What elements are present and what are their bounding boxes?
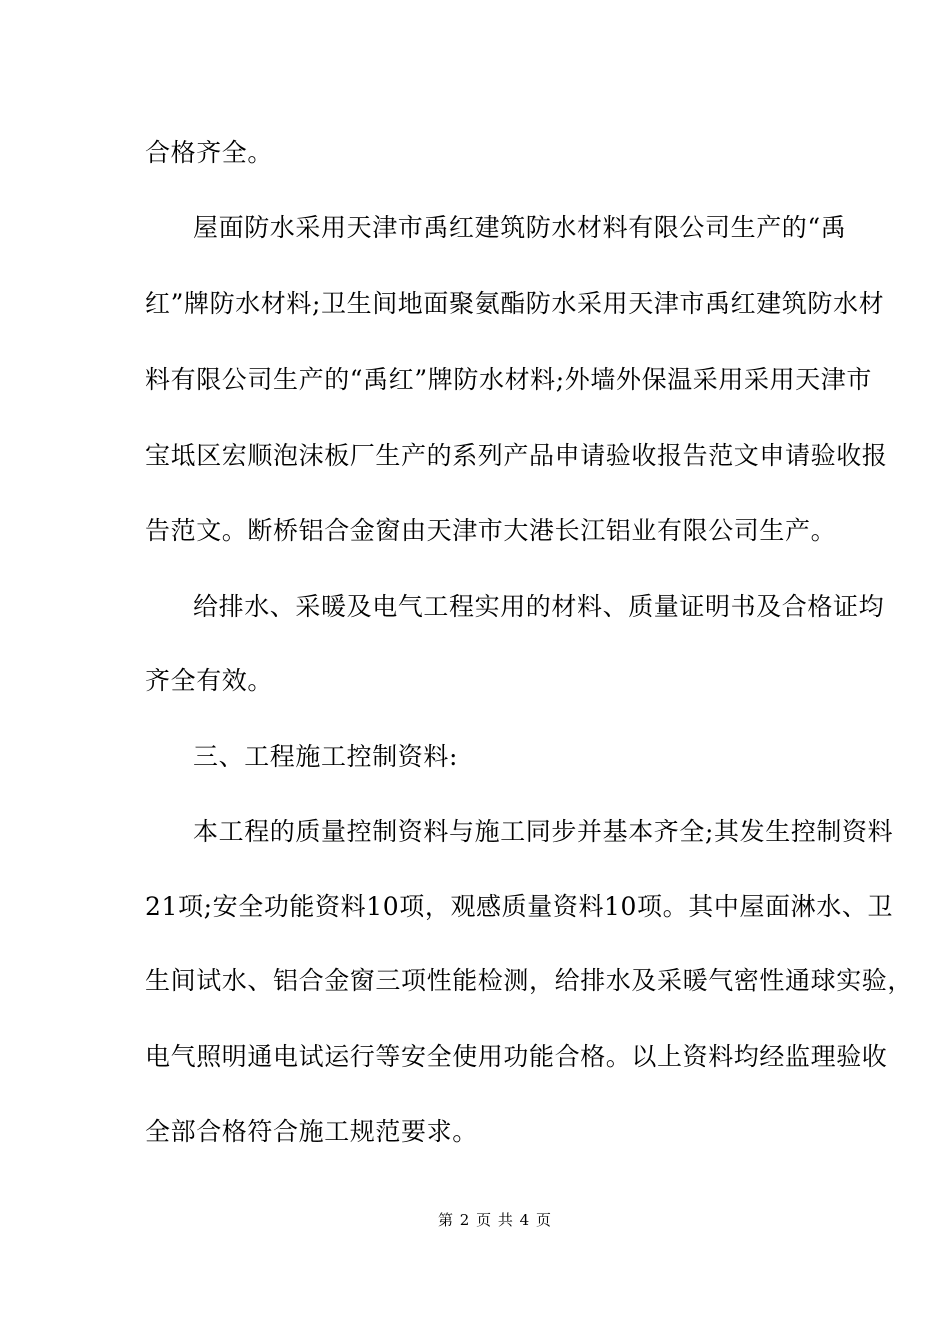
page-number-footer: 第 2 页 共 4 页 [438, 1211, 552, 1229]
body-text-line: 红”牌防水材料;卫生间地面聚氨酯防水采用天津市禹红建筑防水材 [145, 289, 885, 318]
paragraph-start-line: 给排水、采暖及电气工程实用的材料、质量证明书及合格证均 [193, 592, 885, 621]
body-text-line: 21项;安全功能资料10项，观感质量资料10项。其中屋面淋水、卫 [145, 892, 894, 921]
body-text-line: 料有限公司生产的“禹红”牌防水材料;外墙外保温采用采用天津市 [145, 365, 872, 394]
body-text-line: 全部合格符合施工规范要求。 [145, 1117, 478, 1146]
body-text-line: 电气照明通电试运行等安全使用功能合格。以上资料均经监理验收 [145, 1042, 888, 1071]
body-text-line: 告范文。断桥铝合金窗由天津市大港长江铝业有限公司生产。 [145, 516, 837, 545]
paragraph-start-line: 屋面防水采用天津市禹红建筑防水材料有限公司生产的“禹 [193, 213, 847, 242]
body-text-line: 齐全有效。 [145, 666, 274, 695]
body-text-line: 生间试水、铝合金窗三项性能检测，给排水及采暖气密性通球实验， [145, 966, 914, 995]
paragraph-start-line: 本工程的质量控制资料与施工同步并基本齐全;其发生控制资料 [193, 817, 894, 846]
body-text-line: 合格齐全。 [145, 138, 274, 167]
section-heading: 三、工程施工控制资料: [193, 742, 459, 771]
body-text-line: 宝坻区宏顺泡沫板厂生产的系列产品申请验收报告范文申请验收报 [145, 441, 888, 470]
